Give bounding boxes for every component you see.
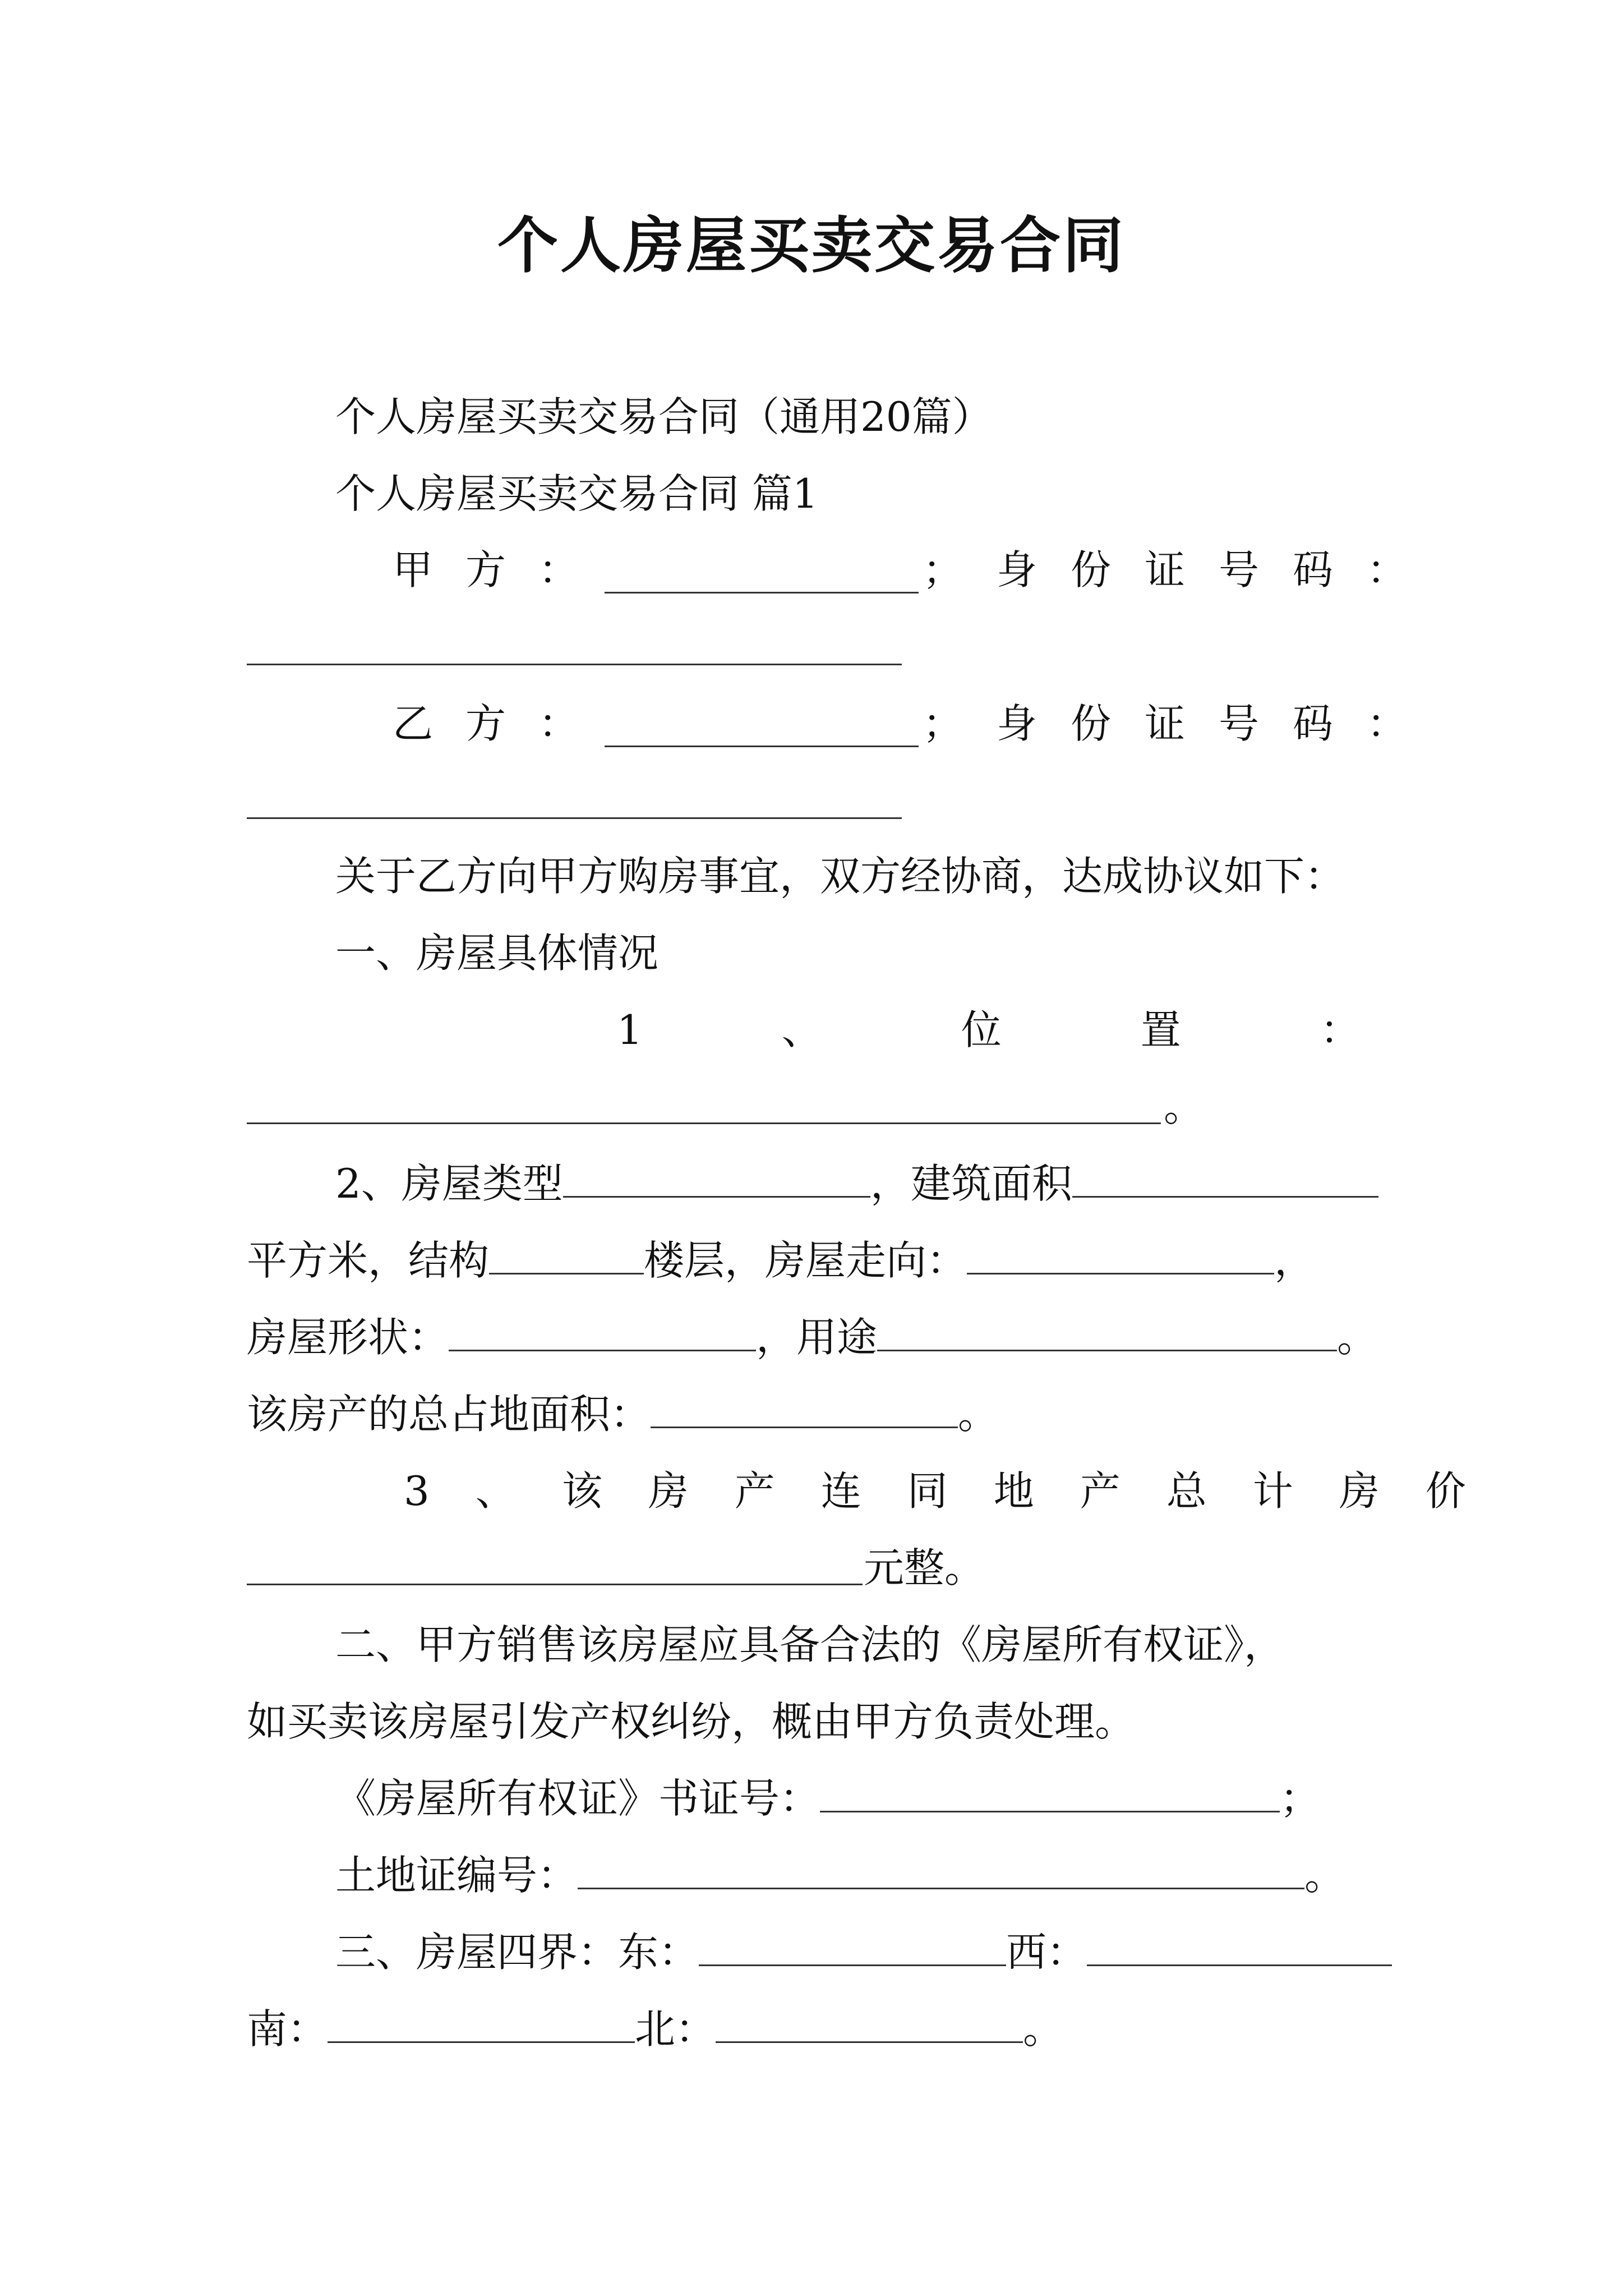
party-a-name-blank[interactable]	[605, 590, 919, 593]
east-blank[interactable]	[699, 1925, 1006, 1966]
item-1-label: 1、位置：	[617, 1006, 1500, 1053]
party-b-name-blank[interactable]	[605, 744, 919, 747]
item-1-location-blank[interactable]	[247, 1121, 1161, 1124]
land-number-blank[interactable]	[578, 1848, 1304, 1889]
land-area-blank[interactable]	[651, 1387, 958, 1428]
house-type-blank[interactable]	[563, 1157, 870, 1198]
document-title: 个人房屋买卖交易合同	[497, 210, 1126, 281]
party-a-label: 甲方：	[393, 546, 612, 593]
item-2-line-4	[247, 1387, 998, 1441]
item-2-line-1	[335, 1157, 1378, 1211]
section-3-line-1	[335, 1925, 1392, 1979]
west-blank[interactable]	[1087, 1925, 1392, 1966]
section-2-line-1: 二、甲方销售该房屋应具备合法的《房屋所有权证》，	[335, 1621, 1285, 1668]
item-2-orientation-label: 楼层，房屋走向：	[644, 1237, 967, 1284]
land-end: 。	[1304, 1852, 1345, 1899]
shape-blank[interactable]	[449, 1310, 756, 1351]
item-2-line-3	[247, 1310, 1377, 1364]
party-b-id-label: ；身份证号码：	[923, 700, 1441, 747]
item-2-area-label: ，建筑面积	[870, 1160, 1072, 1207]
item-2-l3-end: 。	[1337, 1314, 1378, 1361]
document-subtitle: 个人房屋买卖交易合同（通用20篇）	[335, 393, 993, 440]
section-3-end: 。	[1023, 2005, 1064, 2053]
intro-paragraph: 关于乙方向甲方购房事宜，双方经协商，达成协议如下：	[335, 853, 1345, 900]
north-label: 北：	[635, 2005, 716, 2053]
item-2-land-area-label: 该房产的总占地面积：	[247, 1391, 651, 1438]
cert-line	[335, 1772, 1320, 1825]
section-1-heading: 一、房屋具体情况	[335, 930, 659, 977]
cert-end: ；	[1280, 1775, 1321, 1822]
south-label: 南：	[247, 2005, 328, 2053]
land-line	[335, 1848, 1345, 1902]
orientation-blank[interactable]	[967, 1234, 1274, 1274]
cert-label: 《房屋所有权证》书证号：	[335, 1775, 820, 1822]
section-2-line-2: 如买卖该房屋引发产权纠纷，概由甲方负责处理。	[247, 1698, 1136, 1745]
west-label: 西：	[1006, 1929, 1087, 1976]
item-1-end: 。	[1164, 1083, 1205, 1130]
cert-number-blank[interactable]	[820, 1772, 1280, 1812]
party-a-id-label: ；身份证号码：	[923, 546, 1441, 593]
item-2-usage-label: ，用途	[756, 1314, 878, 1361]
item-2-line-2	[247, 1234, 1315, 1287]
item-2-structure-label: 平方米，结构	[247, 1237, 490, 1284]
article-heading: 个人房屋买卖交易合同 篇1	[335, 470, 818, 517]
structure-blank[interactable]	[489, 1234, 644, 1274]
item-2-shape-label: 房屋形状：	[247, 1314, 449, 1361]
building-area-blank[interactable]	[1072, 1157, 1378, 1198]
item-3-label: 3、该房产连同地产总计房价	[404, 1467, 1512, 1515]
south-blank[interactable]	[328, 2002, 635, 2043]
item-2-l2-end: ，	[1274, 1237, 1315, 1284]
item-3-end: 元整。	[864, 1544, 985, 1591]
party-b-label: 乙方：	[393, 700, 612, 747]
party-b-id-blank[interactable]	[247, 816, 902, 819]
land-label: 土地证编号：	[335, 1852, 578, 1899]
item-2-type-label: 2、房屋类型	[335, 1160, 563, 1207]
north-blank[interactable]	[716, 2002, 1023, 2043]
item-2-l4-end: 。	[958, 1391, 999, 1438]
party-a-id-blank[interactable]	[247, 662, 902, 665]
section-3-line-2	[247, 2002, 1063, 2056]
usage-blank[interactable]	[877, 1310, 1337, 1351]
total-price-blank[interactable]	[247, 1582, 863, 1585]
section-3-east-label: 三、房屋四界：东：	[335, 1929, 699, 1976]
